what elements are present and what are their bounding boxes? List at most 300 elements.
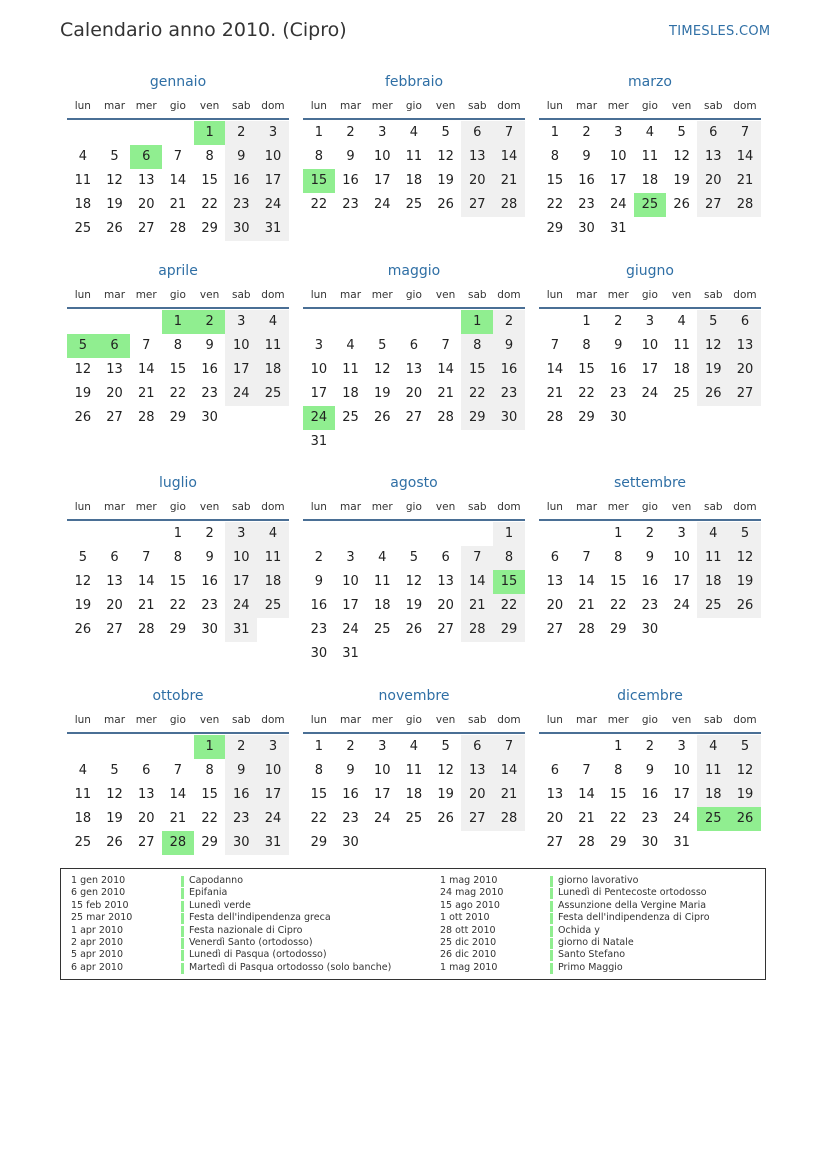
month-name: maggio <box>387 263 441 279</box>
day-cell: 24 <box>373 811 391 826</box>
day-cell: 14 <box>493 145 525 169</box>
day-cell: 18 <box>697 783 729 807</box>
day-cell: 27 <box>546 622 564 637</box>
day-cell: 23 <box>342 197 359 212</box>
day-cell: 13 <box>697 145 729 169</box>
weekday-label: mar <box>576 289 598 301</box>
weekday-label: lun <box>74 501 91 513</box>
empty-cell <box>571 735 603 759</box>
day-cell: 18 <box>74 811 92 826</box>
day-cell: 15 <box>609 574 627 589</box>
day-cell: 12 <box>437 149 454 164</box>
day-cell: 7 <box>493 735 525 759</box>
day-cell: 27 <box>729 382 761 406</box>
day-cell: 21 <box>461 594 493 618</box>
day-cell: 10 <box>225 546 257 570</box>
empty-cell <box>67 735 99 759</box>
day-cell: 31 <box>257 831 289 855</box>
day-cell: 12 <box>373 362 391 377</box>
day-cell: 12 <box>106 173 123 188</box>
day-cell: 22 <box>310 197 328 212</box>
day-cell: 23 <box>225 807 257 831</box>
weekday-label: sab <box>231 501 251 513</box>
day-cell: 5 <box>441 739 450 754</box>
empty-cell <box>67 121 99 145</box>
legend-right-date: 24 mag 2010 <box>440 887 504 899</box>
day-cell: 22 <box>546 197 564 212</box>
day-cell: 13 <box>546 574 564 589</box>
day-cell: 20 <box>137 811 155 826</box>
day-cell: 28 <box>729 193 761 217</box>
day-cell: 24 <box>257 807 289 831</box>
day-cell: 22 <box>201 197 218 212</box>
weekday-label: sab <box>467 289 487 301</box>
holiday-color-bar <box>550 876 553 887</box>
day-cell: 30 <box>201 410 218 425</box>
day-cell: 22 <box>169 598 187 613</box>
day-cell: 14 <box>169 787 187 802</box>
day-cell: 10 <box>673 550 690 565</box>
weekday-label: mar <box>104 714 126 726</box>
weekday-label: dom <box>497 100 521 112</box>
day-cell: 8 <box>550 149 559 164</box>
day-cell: 9 <box>314 574 323 589</box>
day-cell: 11 <box>257 546 289 570</box>
day-cell: 17 <box>225 570 257 594</box>
day-cell: 20 <box>729 358 761 382</box>
weekday-label: lun <box>310 100 327 112</box>
day-cell: 11 <box>373 574 391 589</box>
empty-cell <box>335 522 367 546</box>
day-cell: 3 <box>378 739 387 754</box>
day-cell: 14 <box>169 173 187 188</box>
day-cell: 2 <box>645 526 655 541</box>
day-cell: 28 <box>493 807 525 831</box>
day-cell: 27 <box>106 622 123 637</box>
day-cell: 18 <box>673 362 690 377</box>
weekday-label: gio <box>405 100 422 112</box>
weekday-label: mar <box>576 714 598 726</box>
empty-cell <box>130 522 162 546</box>
weekday-label: mer <box>607 714 629 726</box>
day-cell: 4 <box>346 338 355 353</box>
month-name: gennaio <box>149 74 207 90</box>
day-cell: 8 <box>614 763 623 778</box>
day-cell: 25 <box>673 386 690 401</box>
day-grid <box>303 121 525 217</box>
day-cell: 22 <box>609 811 627 826</box>
holiday-color-bar <box>550 950 553 961</box>
day-cell: 19 <box>729 783 761 807</box>
weekday-label: ven <box>435 289 456 301</box>
month-name: ottobre <box>152 688 204 704</box>
day-cell: 16 <box>225 783 257 807</box>
weekday-label: dom <box>261 714 285 726</box>
weekday-label: mer <box>371 714 393 726</box>
day-cell: 23 <box>201 598 218 613</box>
empty-cell <box>539 522 571 546</box>
day-cell: 12 <box>729 759 761 783</box>
day-cell: 21 <box>137 598 155 613</box>
day-cell: 3 <box>645 314 655 329</box>
day-cell: 20 <box>461 169 493 193</box>
day-cell: 19 <box>106 811 123 826</box>
day-cell: 12 <box>106 787 123 802</box>
day-cell: 21 <box>546 386 564 401</box>
day-cell: 23 <box>342 811 359 826</box>
day-grid <box>67 121 289 241</box>
day-cell: 30 <box>493 406 525 430</box>
day-cell: 20 <box>546 598 564 613</box>
legend-left-name: Capodanno <box>189 875 244 886</box>
weekday-label: gio <box>641 714 658 726</box>
day-cell: 30 <box>342 835 359 850</box>
day-cell: 24 <box>225 594 257 618</box>
day-cell: 4 <box>409 739 419 754</box>
legend-right-date: 26 dic 2010 <box>440 949 497 961</box>
day-cell: 3 <box>225 310 257 334</box>
day-cell: 10 <box>225 334 257 358</box>
day-cell: 23 <box>578 197 595 212</box>
day-cell: 5 <box>729 522 761 546</box>
day-cell: 8 <box>205 763 214 778</box>
holiday-color-bar <box>550 901 553 912</box>
legend-right-name: Festa dell'indipendenza di Cipro <box>558 912 710 924</box>
day-cell: 31 <box>257 217 289 241</box>
day-cell: 26 <box>729 594 761 618</box>
weekday-label: dom <box>733 289 757 301</box>
weekday-label: sab <box>703 714 723 726</box>
day-cell: 5 <box>677 125 686 140</box>
day-cell: 19 <box>437 787 454 802</box>
legend-left-date: 15 feb 2010 <box>71 899 129 911</box>
day-cell: 31 <box>673 835 690 850</box>
day-cell: 21 <box>578 598 595 613</box>
legend-left-date: 5 apr 2010 <box>71 949 124 961</box>
day-cell: 2 <box>493 310 525 334</box>
day-cell: 3 <box>378 125 387 140</box>
day-cell: 30 <box>609 410 627 425</box>
day-cell: 7 <box>582 550 591 565</box>
day-cell: 9 <box>225 759 257 783</box>
holiday-day-cell: 24 <box>303 406 335 430</box>
day-cell: 5 <box>409 550 419 565</box>
holiday-color-bar <box>181 926 184 937</box>
day-cell: 7 <box>142 550 151 565</box>
empty-cell <box>539 735 571 759</box>
brand-link[interactable]: TIMESLES.COM <box>669 24 771 39</box>
day-cell: 19 <box>437 173 454 188</box>
day-cell: 18 <box>342 386 359 401</box>
legend-right-name: giorno di Natale <box>558 937 634 948</box>
day-cell: 15 <box>310 787 328 802</box>
day-cell: 8 <box>582 338 591 353</box>
day-cell: 17 <box>373 787 391 802</box>
legend-left-name: Lunedì verde <box>189 899 251 911</box>
day-cell: 16 <box>578 173 595 188</box>
day-cell: 5 <box>378 338 387 353</box>
weekday-label: sab <box>703 289 723 301</box>
day-grid <box>539 121 761 241</box>
day-cell: 8 <box>461 334 493 358</box>
day-cell: 8 <box>493 546 525 570</box>
holiday-legend <box>60 868 766 980</box>
day-cell: 12 <box>673 149 690 164</box>
day-cell: 14 <box>137 362 155 377</box>
holiday-day-cell: 1 <box>194 121 226 145</box>
day-cell: 6 <box>441 550 450 565</box>
day-cell: 4 <box>78 149 87 164</box>
day-cell: 23 <box>641 598 659 613</box>
day-cell: 20 <box>546 811 564 826</box>
day-cell: 18 <box>373 598 391 613</box>
weekday-label: mer <box>371 501 393 513</box>
day-cell: 18 <box>641 173 659 188</box>
day-cell: 10 <box>373 149 391 164</box>
day-cell: 15 <box>461 358 493 382</box>
empty-cell <box>130 310 162 334</box>
day-cell: 17 <box>673 574 690 589</box>
legend-right-date: 1 mag 2010 <box>440 875 498 886</box>
day-cell: 21 <box>493 783 525 807</box>
day-cell: 1 <box>173 526 183 541</box>
weekday-label: gio <box>641 289 658 301</box>
weekday-label: ven <box>199 501 220 513</box>
day-cell: 5 <box>441 125 450 140</box>
day-cell: 29 <box>169 622 187 637</box>
day-cell: 12 <box>405 574 423 589</box>
month-agosto <box>303 473 525 666</box>
day-cell: 16 <box>493 358 525 382</box>
day-cell: 6 <box>550 763 559 778</box>
weekday-label: gio <box>641 501 658 513</box>
holiday-day-cell: 6 <box>99 334 131 358</box>
weekday-label: ven <box>435 714 456 726</box>
day-cell: 26 <box>437 197 454 212</box>
legend-left-name: Lunedì di Pasqua (ortodosso) <box>189 949 327 961</box>
day-cell: 30 <box>578 221 595 236</box>
day-cell: 24 <box>373 197 391 212</box>
day-cell: 23 <box>493 382 525 406</box>
day-cell: 21 <box>729 169 761 193</box>
weekday-label: mer <box>371 289 393 301</box>
day-cell: 6 <box>697 121 729 145</box>
day-cell: 2 <box>205 526 214 541</box>
day-cell: 3 <box>677 739 686 754</box>
day-cell: 14 <box>578 574 595 589</box>
legend-right-date: 28 ott 2010 <box>440 924 496 936</box>
empty-cell <box>430 310 462 334</box>
empty-cell <box>99 121 131 145</box>
empty-cell <box>162 121 194 145</box>
weekday-label: sab <box>467 501 487 513</box>
day-cell: 6 <box>461 735 493 759</box>
weekday-label: dom <box>497 289 521 301</box>
day-cell: 7 <box>550 338 559 353</box>
legend-right-name: Lunedì di Pentecoste ortodosso <box>558 887 707 899</box>
day-cell: 13 <box>546 787 564 802</box>
day-cell: 3 <box>225 522 257 546</box>
day-cell: 22 <box>201 811 218 826</box>
day-cell: 24 <box>609 197 627 212</box>
month-name: febbraio <box>384 74 444 90</box>
day-cell: 26 <box>74 410 92 425</box>
day-cell: 16 <box>342 173 359 188</box>
day-cell: 7 <box>582 763 591 778</box>
day-cell: 3 <box>677 526 686 541</box>
day-cell: 11 <box>641 149 659 164</box>
day-cell: 20 <box>137 197 155 212</box>
empty-cell <box>461 522 493 546</box>
month-name: agosto <box>390 475 438 491</box>
weekday-header <box>303 287 525 309</box>
day-cell: 21 <box>137 386 155 401</box>
day-cell: 12 <box>74 574 92 589</box>
weekday-label: lun <box>310 289 327 301</box>
weekday-header <box>539 287 761 309</box>
month-name: marzo <box>628 74 672 90</box>
weekday-label: ven <box>199 100 220 112</box>
weekday-label: sab <box>703 100 723 112</box>
day-cell: 30 <box>310 646 328 661</box>
weekday-label: gio <box>405 714 422 726</box>
holiday-day-cell: 5 <box>67 334 99 358</box>
day-cell: 28 <box>578 835 595 850</box>
day-cell: 26 <box>106 221 123 236</box>
holiday-color-bar <box>550 963 553 974</box>
day-cell: 27 <box>106 410 123 425</box>
day-cell: 16 <box>225 169 257 193</box>
day-cell: 19 <box>373 386 391 401</box>
holiday-color-bar <box>550 888 553 899</box>
day-cell: 11 <box>697 546 729 570</box>
day-cell: 4 <box>257 310 289 334</box>
day-cell: 26 <box>373 410 391 425</box>
legend-left-date: 1 gen 2010 <box>71 875 126 886</box>
day-cell: 17 <box>342 598 359 613</box>
empty-cell <box>67 522 99 546</box>
day-cell: 14 <box>729 145 761 169</box>
legend-right-date: 25 dic 2010 <box>440 937 497 948</box>
day-cell: 29 <box>310 835 328 850</box>
empty-cell <box>303 522 335 546</box>
weekday-label: mer <box>135 501 157 513</box>
weekday-label: dom <box>497 714 521 726</box>
day-cell: 18 <box>405 787 423 802</box>
day-cell: 8 <box>205 149 214 164</box>
day-cell: 24 <box>225 382 257 406</box>
day-cell: 31 <box>609 221 627 236</box>
day-cell: 15 <box>578 362 595 377</box>
empty-cell <box>335 310 367 334</box>
day-cell: 30 <box>641 622 659 637</box>
weekday-label: dom <box>261 100 285 112</box>
day-cell: 26 <box>405 622 423 637</box>
day-cell: 23 <box>609 386 627 401</box>
day-cell: 13 <box>137 173 155 188</box>
day-cell: 25 <box>405 811 423 826</box>
day-cell: 22 <box>169 386 187 401</box>
day-cell: 1 <box>582 314 591 329</box>
day-cell: 8 <box>173 338 183 353</box>
weekday-label: gio <box>641 100 658 112</box>
day-cell: 3 <box>314 338 323 353</box>
weekday-label: sab <box>231 289 251 301</box>
day-cell: 3 <box>257 121 289 145</box>
day-cell: 27 <box>461 193 493 217</box>
weekday-header <box>67 98 289 120</box>
day-cell: 23 <box>225 193 257 217</box>
weekday-label: mer <box>135 714 157 726</box>
day-cell: 29 <box>609 622 627 637</box>
legend-left-name: Martedì di Pasqua ortodosso (solo banche) <box>189 961 392 973</box>
month-settembre <box>539 473 761 642</box>
day-cell: 20 <box>405 386 423 401</box>
weekday-label: mar <box>576 501 598 513</box>
holiday-color-bar <box>550 913 553 924</box>
day-cell: 13 <box>461 759 493 783</box>
weekday-label: dom <box>733 714 757 726</box>
day-cell: 19 <box>106 197 123 212</box>
weekday-label: dom <box>261 289 285 301</box>
weekday-label: lun <box>74 289 91 301</box>
day-cell: 19 <box>729 570 761 594</box>
weekday-label: mer <box>135 100 157 112</box>
day-cell: 4 <box>697 522 729 546</box>
day-cell: 21 <box>169 197 187 212</box>
weekday-label: gio <box>169 501 186 513</box>
day-cell: 11 <box>673 338 690 353</box>
day-cell: 6 <box>110 550 119 565</box>
holiday-day-cell: 2 <box>194 310 226 334</box>
day-cell: 29 <box>546 221 564 236</box>
weekday-label: ven <box>671 501 692 513</box>
weekday-header <box>303 712 525 734</box>
day-cell: 22 <box>609 598 627 613</box>
day-cell: 15 <box>169 574 187 589</box>
weekday-label: dom <box>733 100 757 112</box>
weekday-header <box>67 712 289 734</box>
day-cell: 19 <box>74 598 92 613</box>
day-cell: 27 <box>437 622 454 637</box>
day-cell: 28 <box>137 622 155 637</box>
legend-left-name: Festa dell'indipendenza greca <box>189 912 331 924</box>
holiday-day-cell: 6 <box>130 145 162 169</box>
weekday-label: lun <box>546 501 563 513</box>
legend-right-name: Ochida y <box>558 924 600 936</box>
day-cell: 10 <box>342 574 359 589</box>
weekday-header <box>67 287 289 309</box>
day-cell: 11 <box>74 787 92 802</box>
day-cell: 20 <box>106 386 123 401</box>
legend-left-date: 1 apr 2010 <box>71 924 124 936</box>
holiday-day-cell: 28 <box>162 831 194 855</box>
day-cell: 7 <box>173 149 183 164</box>
month-name: settembre <box>613 475 687 491</box>
day-cell: 29 <box>609 835 627 850</box>
day-cell: 29 <box>169 410 187 425</box>
day-cell: 4 <box>257 522 289 546</box>
weekday-label: lun <box>310 501 327 513</box>
empty-cell <box>162 735 194 759</box>
weekday-label: mar <box>104 501 126 513</box>
month-name: luglio <box>159 475 197 491</box>
day-cell: 26 <box>106 835 123 850</box>
day-cell: 5 <box>110 149 119 164</box>
day-cell: 1 <box>550 125 559 140</box>
day-cell: 9 <box>205 338 214 353</box>
day-cell: 21 <box>169 811 187 826</box>
